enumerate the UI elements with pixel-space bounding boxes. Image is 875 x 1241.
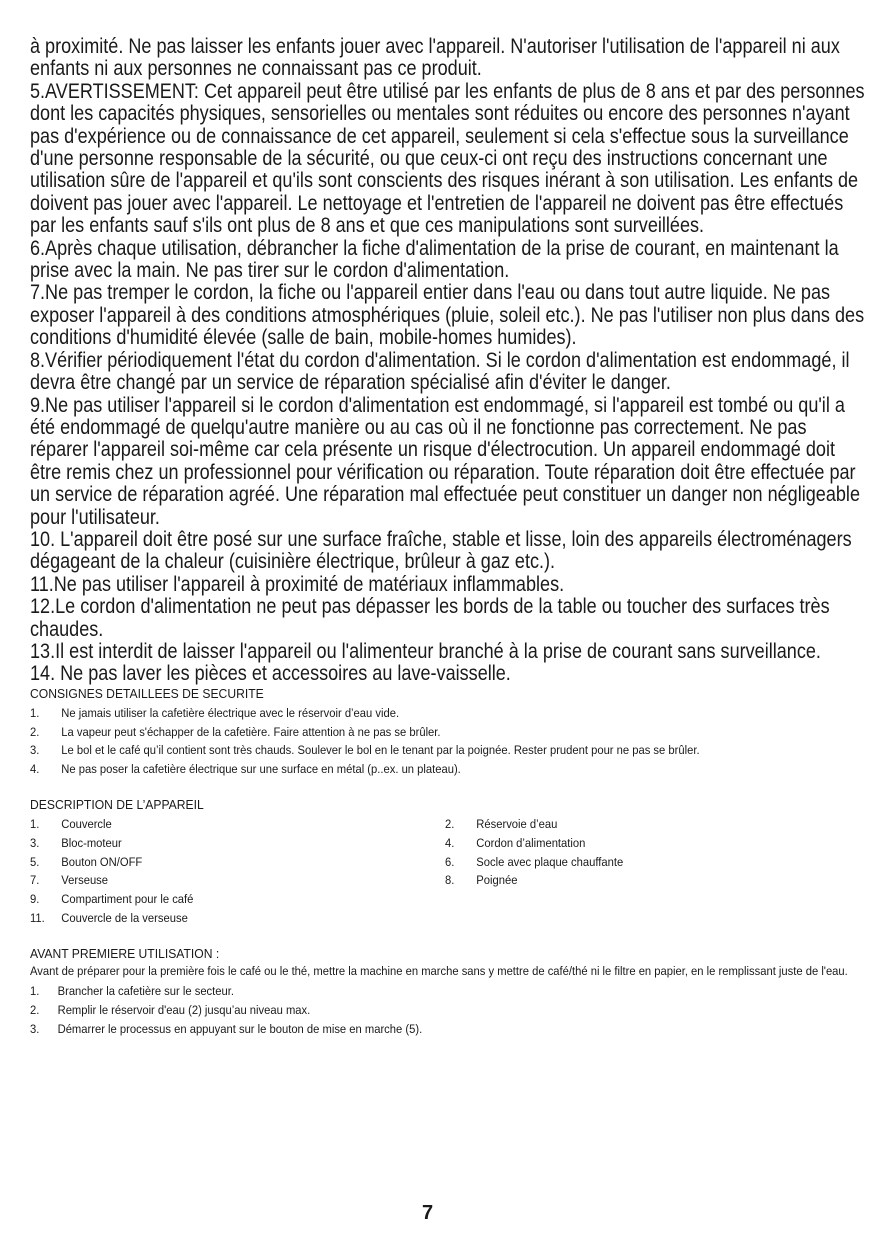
part-item: 5. Bouton ON/OFF [30,854,143,869]
part-item: 11. Couvercle de la verseuse [30,910,188,925]
list-item: 2. La vapeur peut s'échapper de la cafetière. Faire attention à ne pas se brûler. [30,724,441,739]
safety-paragraph: 9.Ne pas utiliser l'appareil si le cordon d'alimentation est endommagé, si l'appareil est tombé ou qu'il a été endommagé de quelqu'autre manière ou au cas où il ne fonctionne pas correctement. Ne pas réparer l'appareil soi-même car cela présente un risque d'électrocution. Un appareil endommagé doit être remis chez un professionnel pour vérification ou réparation. Toute réparation doit être effectuée par un service de réparation agréé. Une réparation mal effectuée peut constituer un danger non négligeable pour l'utilisateur. [30,393,860,529]
part-item: 1. Couvercle [30,816,112,831]
safety-paragraph: 10. L'appareil doit être posé sur une surface fraîche, stable et lisse, loin des appareils électroménagers dégageant de la chaleur (cuisinière électrique, brûleur à gaz etc.). [30,527,852,574]
safety-paragraph: 7.Ne pas tremper le cordon, la fiche ou l'appareil entier dans l'eau ou dans tout autre liquide. Ne pas exposer l'appareil à des conditions atmosphériques (pluie, soleil etc.). Ne pas l'utiliser non plus dans des conditions d'humidité élevée (salle de bain, mobile-homes humides). [30,281,865,350]
list-item: 1. Brancher la cafetière sur le secteur. [30,984,234,999]
part-item: 4. Cordon d’alimentation [445,835,586,850]
part-item: 9. Compartiment pour le café [30,892,194,907]
safety-paragraph: à proximité. Ne pas laisser les enfants jouer avec l'appareil. N'autoriser l'utilisation de l'appareil ni aux enfants ni aux personnes ne connaissant pas ce produit. [30,35,840,81]
part-item: 8. Poignée [445,873,518,888]
manual-page [30,36,868,1039]
page-number: 7 [421,1202,434,1224]
part-item [445,890,831,909]
safety-paragraph: 14. Ne pas laver les pièces et accessoires au lave-vaisselle. [30,662,511,686]
premiere-intro: Avant de préparer pour la première fois le café ou le thé, mettre la machine en marche sans y mettre de café/thé ni le filtre en papier, en le remplissant juste de l'eau. [30,963,848,978]
safety-instructions [30,36,868,686]
consignes-list [30,704,868,779]
safety-paragraph: 13.Il est interdit de laisser l'appareil ou l'alimenteur branché à la prise de courant sans surveillance. [30,639,821,663]
safety-paragraph: 12.Le cordon d'alimentation ne peut pas dépasser les bords de la table ou toucher des surfaces très chaudes. [30,595,830,641]
safety-paragraph: 8.Vérifier périodiquement l'état du cordon d'alimentation. Si le cordon d'alimentation est endommagé, il devra être changé par un service de réparation spécialisé afin d'éviter le danger. [30,348,850,395]
parts-list [30,815,868,928]
list-item: 3. Démarrer le processus en appuyant sur le bouton de mise en marche (5). [30,1021,423,1036]
list-item: 3. Le bol et le café qu’il contient sont très chauds. Soulever le bol en le tenant par la poignée. Rester prudent pour ne pas se brûler. [30,743,700,758]
list-item: 2. Remplir le réservoir d'eau (2) jusqu’au niveau max. [30,1002,311,1017]
safety-paragraph: 11.Ne pas utiliser l'appareil à proximité de matériaux inflammables. [30,572,565,596]
part-item: 3. Bloc-moteur [30,835,122,850]
part-item [445,909,831,928]
premiere-title: AVANT PREMIERE UTILISATION : [30,945,220,961]
description-title: DESCRIPTION DE L’APPAREIL [30,796,204,812]
part-item: 7. Verseuse [30,873,109,888]
safety-paragraph: 5.AVERTISSEMENT: Cet appareil peut être utilisé par les enfants de plus de 8 ans et par des personnes dont les capacités physiques, sensorielles ou mentales sont réduites ou encore des personnes n'ayant pas d'expérience ou de connaissance de cet appareil, seulement si cela s'effectue sous la surveillance d'une personne responsable de la sécurité, ou que ceux-ci ont reçu des instructions concernant une utilisation sûre de l'appareil et qu'ils sont conscients des risques inérant à son utilisation. Les enfants de doivent pas jouer avec l'appareil. Le nettoyage et l'entretien de l'appareil ne doivent pas être effectués par les enfants sauf s'ils ont plus de 8 ans et que ces manipulations sont surveillées. [30,79,865,238]
consignes-title: CONSIGNES DETAILLEES DE SECURITE [30,685,264,701]
premiere-list [30,982,868,1038]
list-item: 1. Ne jamais utiliser la cafetière électrique avec le réservoir d’eau vide. [30,705,400,720]
list-item: 4. Ne pas poser la cafetière électrique sur une surface en métal (p..ex. un plateau). [30,762,461,777]
part-item: 6. Socle avec plaque chauffante [445,854,624,869]
part-item: 2. Réservoie d’eau [445,816,558,831]
safety-paragraph: 6.Après chaque utilisation, débrancher la fiche d'alimentation de la prise de courant, en maintenant la prise avec la main. Ne pas tirer sur le cordon d'alimentation. [30,236,839,283]
